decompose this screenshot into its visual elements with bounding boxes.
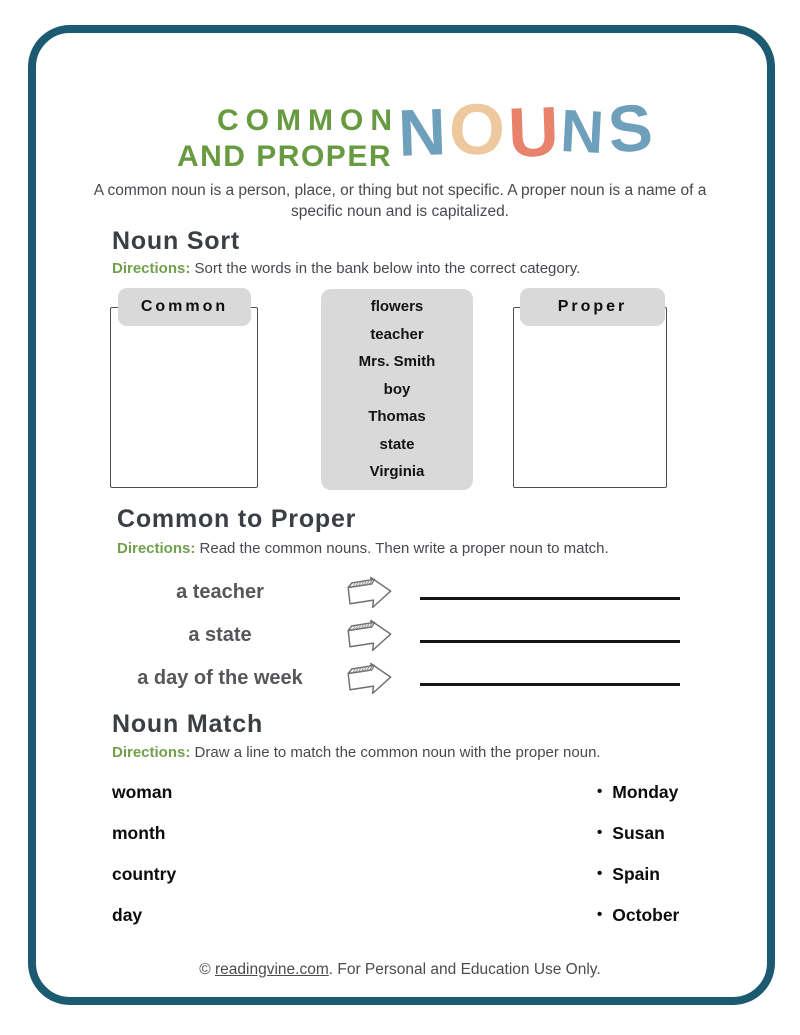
common-to-proper-row <box>0 570 800 614</box>
directions-text: Sort the words in the bank below into the correct category. <box>190 260 581 277</box>
common-to-proper-directions <box>117 539 609 558</box>
bullet-icon: • <box>597 824 603 841</box>
bullet-icon: • <box>597 865 603 882</box>
match-proper-noun[interactable] <box>597 903 679 927</box>
common-sort-box[interactable] <box>110 307 258 488</box>
word-bank-item: flowers <box>370 298 424 315</box>
arrow-right-icon <box>343 616 395 654</box>
worksheet-title-nouns <box>398 88 655 170</box>
match-proper-noun-label: Monday <box>612 782 679 802</box>
directions-label: Directions: <box>117 540 196 557</box>
footer-suffix-text: . For Personal and Education Use Only. <box>328 961 601 978</box>
noun-match-heading: Noun Match <box>112 710 264 738</box>
arrow-right-icon <box>343 573 395 611</box>
match-proper-column <box>597 780 679 944</box>
match-common-column <box>112 780 176 944</box>
common-to-proper-heading: Common to Proper <box>117 505 357 533</box>
word-bank-item: boy <box>383 380 411 398</box>
title-letter: N <box>559 96 606 167</box>
title-letter: O <box>447 89 507 171</box>
common-noun-prompt: a teacher <box>176 581 264 603</box>
footer-copyright <box>0 961 800 979</box>
directions-text: Read the common nouns. Then write a proper noun to match. <box>195 540 609 557</box>
match-proper-noun[interactable] <box>597 780 679 804</box>
common-noun-prompt: a state <box>188 624 252 646</box>
match-proper-noun-label: Susan <box>612 823 665 843</box>
match-common-noun[interactable]: day <box>112 905 143 925</box>
answer-write-line[interactable] <box>420 640 680 643</box>
word-bank <box>321 289 473 490</box>
word-bank-item: teacher <box>370 325 424 343</box>
word-bank-item: Thomas <box>368 408 426 425</box>
readingvine-link[interactable]: readingvine.com <box>215 961 329 978</box>
copyright-symbol: © <box>199 961 216 978</box>
directions-text: Draw a line to match the common noun with the proper noun. <box>190 744 601 761</box>
noun-match-directions <box>112 743 601 762</box>
answer-write-line[interactable] <box>420 683 680 686</box>
common-to-proper-row <box>0 656 800 700</box>
title-letter: N <box>396 94 448 170</box>
title-letter: U <box>506 92 560 172</box>
arrow-right-icon <box>343 659 395 697</box>
intro-definition-text: A common noun is a person, place, or thing but not specific. A proper noun is a name of a specific noun and is capitalized. <box>93 182 707 220</box>
proper-box-label: Proper <box>520 288 665 326</box>
match-common-noun[interactable]: month <box>112 823 166 843</box>
match-common-noun[interactable]: country <box>112 864 177 884</box>
title-line-common: COMMON <box>217 104 399 137</box>
title-letter: S <box>604 89 655 167</box>
common-noun-prompt: a day of the week <box>137 667 303 689</box>
match-proper-noun[interactable] <box>597 821 679 845</box>
bullet-icon: • <box>597 783 603 800</box>
match-proper-noun[interactable] <box>597 862 679 886</box>
word-bank-item: Virginia <box>369 463 425 480</box>
word-bank-item: state <box>379 435 415 453</box>
title-line-and-proper: AND PROPER <box>176 140 392 173</box>
common-to-proper-row <box>0 613 800 657</box>
word-bank-item: Mrs. Smith <box>358 353 436 370</box>
proper-sort-box[interactable] <box>513 307 667 488</box>
directions-label: Directions: <box>112 744 191 761</box>
noun-sort-directions <box>112 259 580 278</box>
answer-write-line[interactable] <box>420 597 680 600</box>
noun-sort-heading: Noun Sort <box>112 227 241 255</box>
directions-label: Directions: <box>112 260 191 277</box>
common-box-label: Common <box>118 288 251 326</box>
match-common-noun[interactable]: woman <box>112 782 173 802</box>
worksheet-title-green <box>108 103 399 175</box>
bullet-icon: • <box>597 906 603 923</box>
match-proper-noun-label: October <box>612 905 680 925</box>
match-proper-noun-label: Spain <box>612 864 660 884</box>
